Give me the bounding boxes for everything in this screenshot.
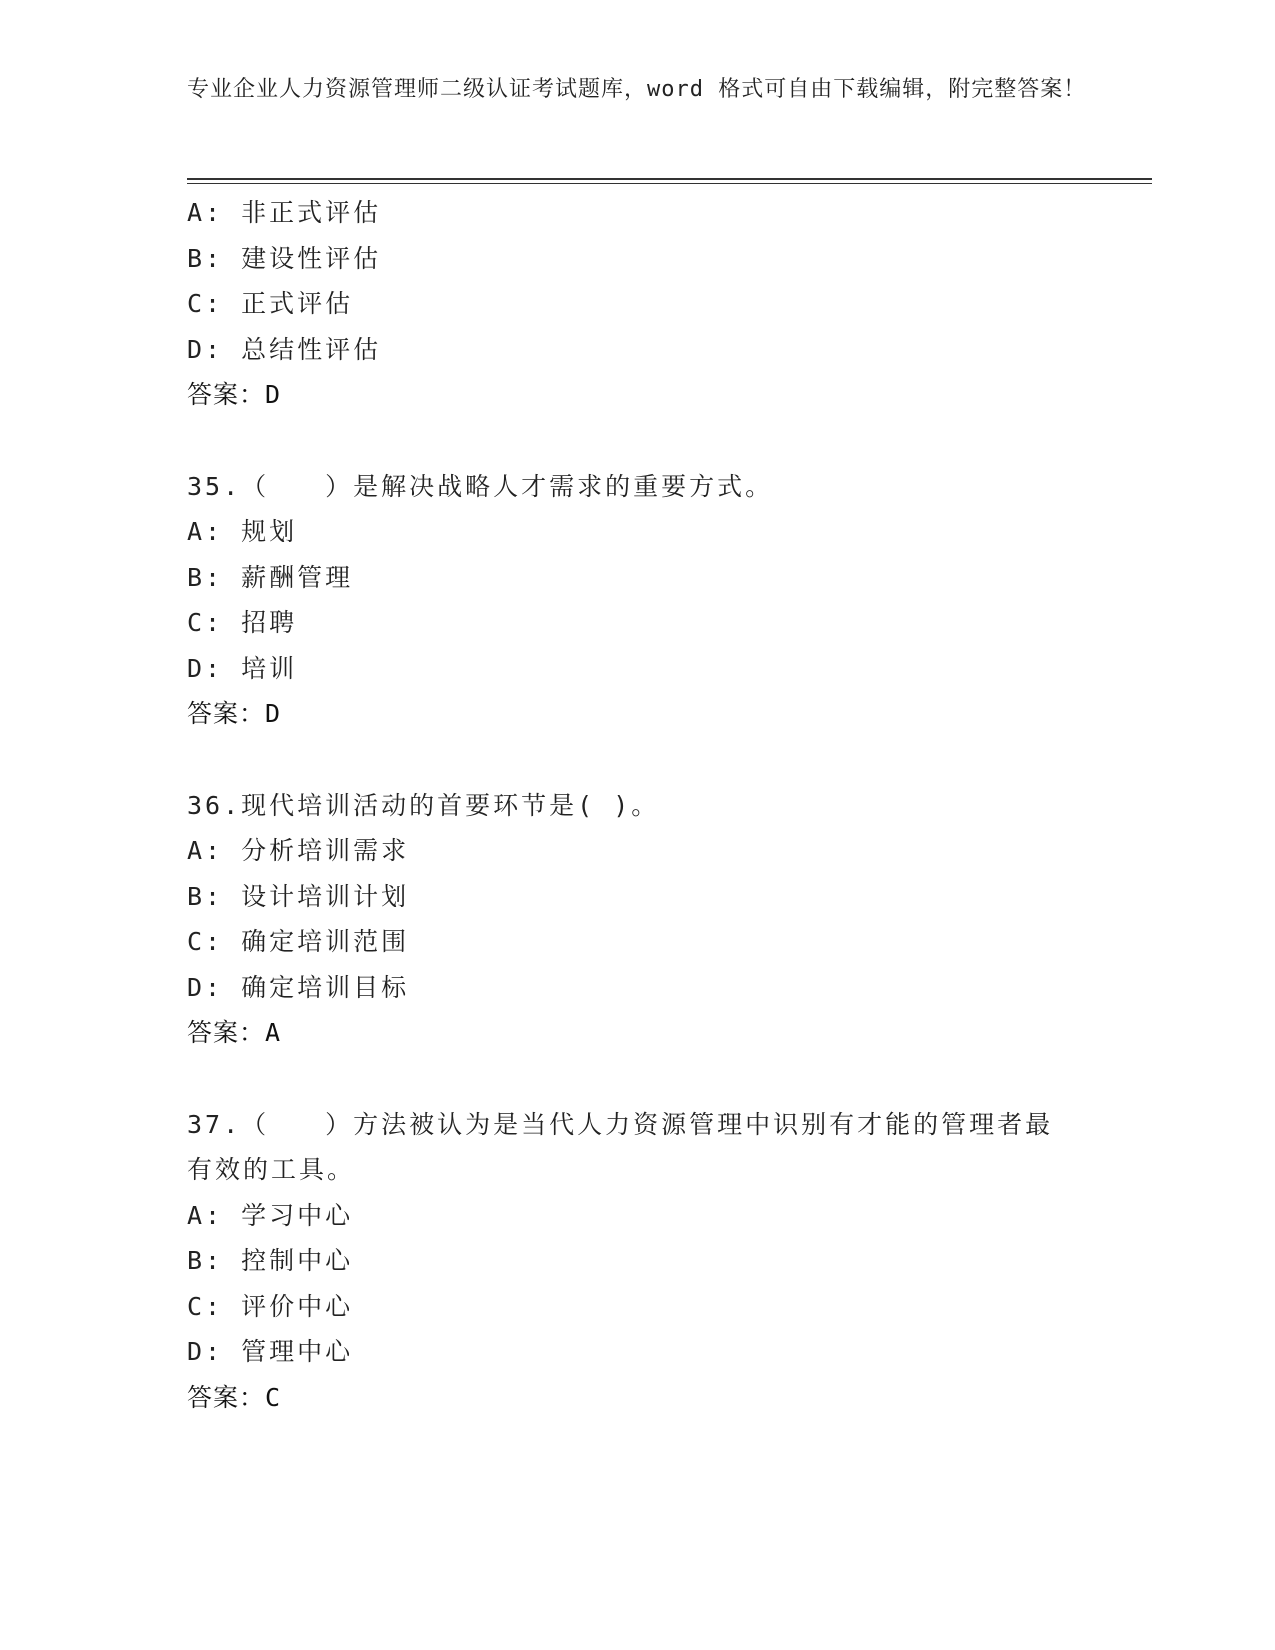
question-36 bbox=[187, 783, 1087, 1056]
option-b: B: 薪酬管理 bbox=[187, 562, 354, 592]
option-d: D: 管理中心 bbox=[187, 1337, 354, 1366]
option-d: D: 总结性评估 bbox=[187, 334, 382, 364]
option-b: B: 控制中心 bbox=[187, 1246, 354, 1275]
option-c: C: 正式评估 bbox=[187, 289, 354, 318]
answer-line: 答案：A bbox=[187, 1018, 282, 1047]
question-stem: 35.（ ）是解决战略人才需求的重要方式。 bbox=[187, 471, 774, 501]
question-37 bbox=[187, 1102, 1087, 1421]
option-a: A: 非正式评估 bbox=[187, 198, 382, 227]
question-stem: 36.现代培训活动的首要环节是( )。 bbox=[187, 790, 660, 820]
option-a: A: 学习中心 bbox=[187, 1200, 354, 1230]
option-c: C: 招聘 bbox=[187, 608, 298, 637]
answer-line: 答案：D bbox=[187, 380, 282, 409]
answer-line: 答案：D bbox=[187, 699, 282, 728]
option-d: D: 培训 bbox=[187, 653, 298, 683]
header-rule-top bbox=[187, 178, 1152, 180]
question-stem: 37.（ ）方法被认为是当代人力资源管理中识别有才能的管理者最有效的工具。 bbox=[187, 1109, 1054, 1184]
partial-question bbox=[187, 190, 1087, 418]
option-d: D: 确定培训目标 bbox=[187, 972, 410, 1002]
option-a: A: 分析培训需求 bbox=[187, 836, 410, 865]
option-b: B: 设计培训计划 bbox=[187, 881, 410, 911]
question-list bbox=[187, 190, 1087, 1420]
header-rule-bottom bbox=[187, 183, 1152, 184]
option-c: C: 确定培训范围 bbox=[187, 927, 410, 956]
option-a: A: 规划 bbox=[187, 517, 298, 546]
header-note: 专业企业人力资源管理师二级认证考试题库，word 格式可自由下载编辑，附完整答案！ bbox=[187, 77, 1087, 102]
option-b: B: 建设性评估 bbox=[187, 243, 382, 273]
answer-line: 答案：C bbox=[187, 1382, 282, 1412]
option-c: C: 评价中心 bbox=[187, 1291, 354, 1321]
question-35 bbox=[187, 464, 1087, 737]
